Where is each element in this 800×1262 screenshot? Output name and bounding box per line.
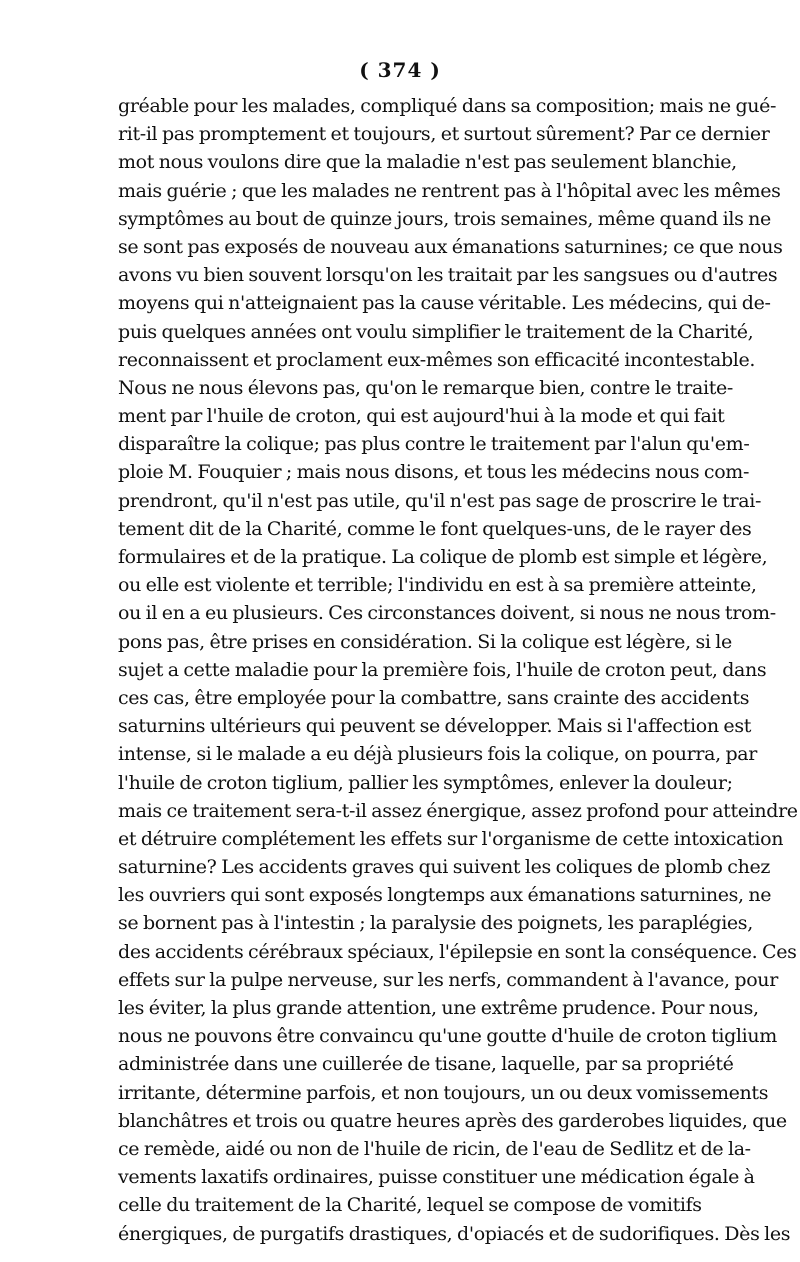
text-line: symptômes au bout de quinze jours, trois semaines, même quand ils ne: [118, 207, 771, 230]
text-line: et détruire complétement les effets sur l'organisme de cette intoxication: [118, 827, 784, 850]
text-line: ou il en a eu plusieurs. Ces circonstances doivent, si nous ne nous trom-: [118, 602, 776, 625]
text-line: effets sur la pulpe nerveuse, sur les nerfs, commandent à l'avance, pour: [118, 968, 778, 991]
page-number: ( 374 ): [359, 58, 441, 82]
text-line: ment par l'huile de croton, qui est aujourd'hui à la mode et qui fait: [118, 405, 725, 428]
text-line: formulaires et de la pratique. La colique de plomb est simple et légère,: [118, 546, 768, 568]
text-line: saturnins ultérieurs qui peuvent se développer. Mais si l'affection est: [118, 715, 752, 738]
text-line: se bornent pas à l'intestin ; la paralysie des poignets, les paraplégies,: [118, 912, 753, 935]
text-line: mais guérie ; que les malades ne rentrent pas à l'hôpital avec les mêmes: [118, 179, 781, 202]
text-line: pons pas, être prises en considération. Si la colique est légère, si le: [118, 630, 732, 653]
text-line: l'huile de croton tiglium, pallier les symptômes, enlever la douleur;: [118, 771, 733, 794]
text-line: ces cas, être employée pour la combattre, sans crainte des accidents: [118, 686, 750, 709]
text-line: des accidents cérébraux spéciaux, l'épilepsie en sont la conséquence. Ces: [118, 940, 797, 963]
text-line: énergiques, de purgatifs drastiques, d'opiacés et de sudorifiques. Dès les: [118, 1222, 791, 1245]
text-line: avons vu bien souvent lorsqu'on les traitait par les sangsues ou d'autres: [118, 264, 778, 287]
text-line: vements laxatifs ordinaires, puisse constituer une médication égale à: [118, 1166, 755, 1189]
text-line: tement dit de la Charité, comme le font quelques-uns, de le rayer des: [118, 517, 752, 540]
text-line: reconnaissent et proclament eux-mêmes son efficacité incontestable.: [118, 348, 756, 371]
text-line: disparaître la colique; pas plus contre le traitement par l'alun qu'em-: [118, 433, 750, 456]
text-line: saturnine? Les accidents graves qui suivent les coliques de plomb chez: [118, 856, 771, 879]
text-line: intense, si le malade a eu déjà plusieurs fois la colique, on pourra, par: [118, 743, 758, 766]
text-line: irritante, détermine parfois, et non toujours, un ou deux vomissements: [118, 1081, 769, 1104]
text-line: les ouvriers qui sont exposés longtemps aux émanations saturnines, ne: [118, 884, 772, 907]
text-line: sujet a cette maladie pour la première fois, l'huile de croton peut, dans: [118, 658, 767, 681]
text-line: celle du traitement de la Charité, lequel se compose de vomitifs: [118, 1194, 702, 1217]
text-line: prendront, qu'il n'est pas utile, qu'il n'est pas sage de proscrire le trai-: [118, 489, 762, 512]
text-line: gréable pour les malades, compliqué dans sa composition; mais ne gué-: [118, 95, 777, 117]
text-line: Nous ne nous élevons pas, qu'on le remarque bien, contre le traite-: [118, 376, 733, 399]
text-line: se sont pas exposés de nouveau aux émanations saturnines; ce que nous: [118, 235, 783, 258]
text-line: rit-il pas promptement et toujours, et surtout sûrement? Par ce dernier: [118, 123, 770, 146]
text-line: nous ne pouvons être convaincu qu'une goutte d'huile de croton tiglium: [118, 1025, 777, 1048]
text-line: administrée dans une cuillerée de tisane, laquelle, par sa propriété: [118, 1053, 734, 1076]
text-line: blanchâtres et trois ou quatre heures après des garderobes liquides, que: [118, 1109, 787, 1132]
text-line: mot nous voulons dire que la maladie n'est pas seulement blanchie,: [118, 151, 737, 174]
text-line: ce remède, aidé ou non de l'huile de ricin, de l'eau de Sedlitz et de la-: [118, 1137, 751, 1160]
text-line: ou elle est violente et terrible; l'individu en est à sa première atteinte,: [118, 574, 757, 597]
text-line: mais ce traitement sera-t-il assez énergique, assez profond pour atteindre: [118, 799, 798, 822]
text-line: les éviter, la plus grande attention, une extrême prudence. Pour nous,: [118, 997, 759, 1019]
text-line: moyens qui n'atteignaient pas la cause véritable. Les médecins, qui de-: [118, 292, 771, 315]
body-text: [118, 92, 798, 1248]
text-line: puis quelques années ont voulu simplifier le traitement de la Charité,: [118, 320, 754, 343]
text-line: ploie M. Fouquier ; mais nous disons, et tous les médecins nous com-: [118, 461, 750, 484]
